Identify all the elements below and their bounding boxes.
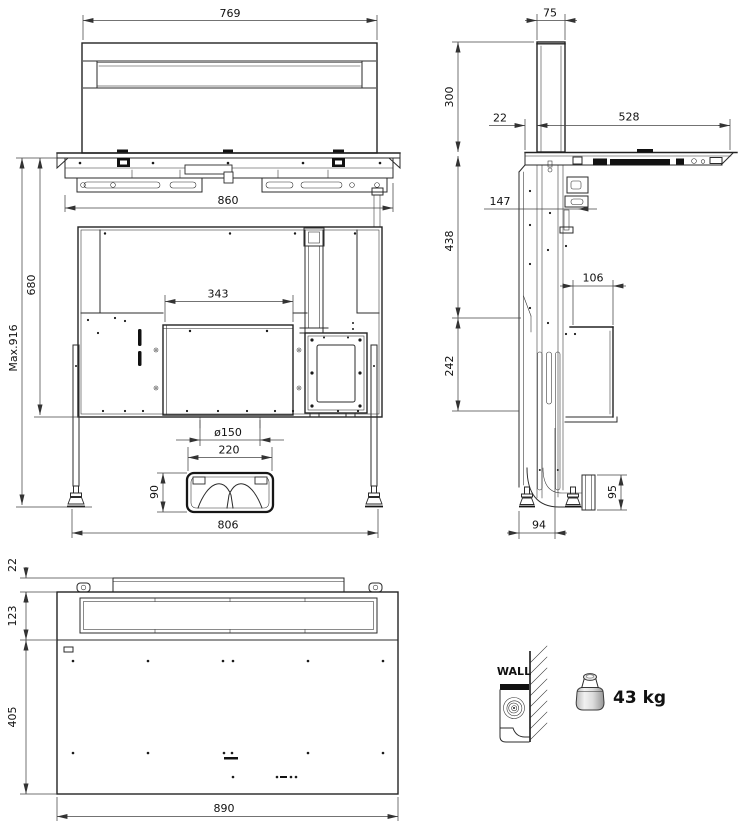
- dim-side-depth-top: 528: [618, 110, 640, 124]
- dim-side-motor-depth: 106: [582, 271, 604, 285]
- dim-side-height-upper: 438: [443, 230, 456, 252]
- side-worktop-plate: [525, 149, 737, 172]
- wall-mount-icon: [497, 646, 547, 742]
- dim-side-chimney-height: 300: [443, 86, 456, 108]
- dim-front-height-body: 680: [25, 274, 38, 296]
- dim-top-front-depth: 123: [6, 605, 19, 627]
- side-body: [519, 165, 617, 510]
- front-worktop-plate: [57, 153, 400, 227]
- dim-top-body-depth: 405: [6, 706, 19, 728]
- front-electrical-box: [305, 322, 367, 417]
- side-view-dimensions: [443, 7, 730, 540]
- dim-side-height-lower: 242: [443, 355, 456, 377]
- dim-top-back-gap: 22: [6, 558, 19, 572]
- dim-front-width-top: 769: [219, 7, 241, 20]
- dim-top-width: 890: [213, 802, 235, 815]
- front-view-dimensions: [7, 7, 393, 538]
- weight-label: 43 kg: [613, 688, 667, 708]
- top-view: [6, 558, 398, 821]
- dim-front-width-base: 806: [217, 518, 239, 532]
- wall-label: WALL: [496, 665, 532, 678]
- dim-front-filter-width: 343: [207, 287, 229, 301]
- dim-side-bracket-depth: 147: [489, 195, 511, 208]
- top-view-dimensions: [6, 558, 398, 821]
- front-body: [67, 227, 383, 512]
- dim-side-outlet-height: 95: [606, 485, 619, 499]
- weight-icon: [576, 674, 666, 710]
- dim-front-duct-diameter: ø150: [214, 426, 242, 439]
- side-chimney: [537, 42, 565, 152]
- dim-front-outlet-height: 90: [148, 485, 161, 499]
- dim-side-chimney-width: 75: [543, 6, 557, 20]
- dim-front-width-plate: 860: [217, 194, 239, 207]
- dim-front-height-max: Max.916: [7, 324, 20, 372]
- dim-side-foot-offset: 94: [532, 518, 546, 532]
- top-view-geometry: [57, 578, 398, 794]
- front-hood-panel: [82, 43, 377, 154]
- dim-side-wall-gap: 22: [493, 111, 507, 125]
- dim-front-outlet-width: 220: [218, 443, 240, 457]
- front-view: [7, 7, 400, 538]
- side-view: [443, 7, 737, 540]
- coil-icon: [504, 698, 525, 719]
